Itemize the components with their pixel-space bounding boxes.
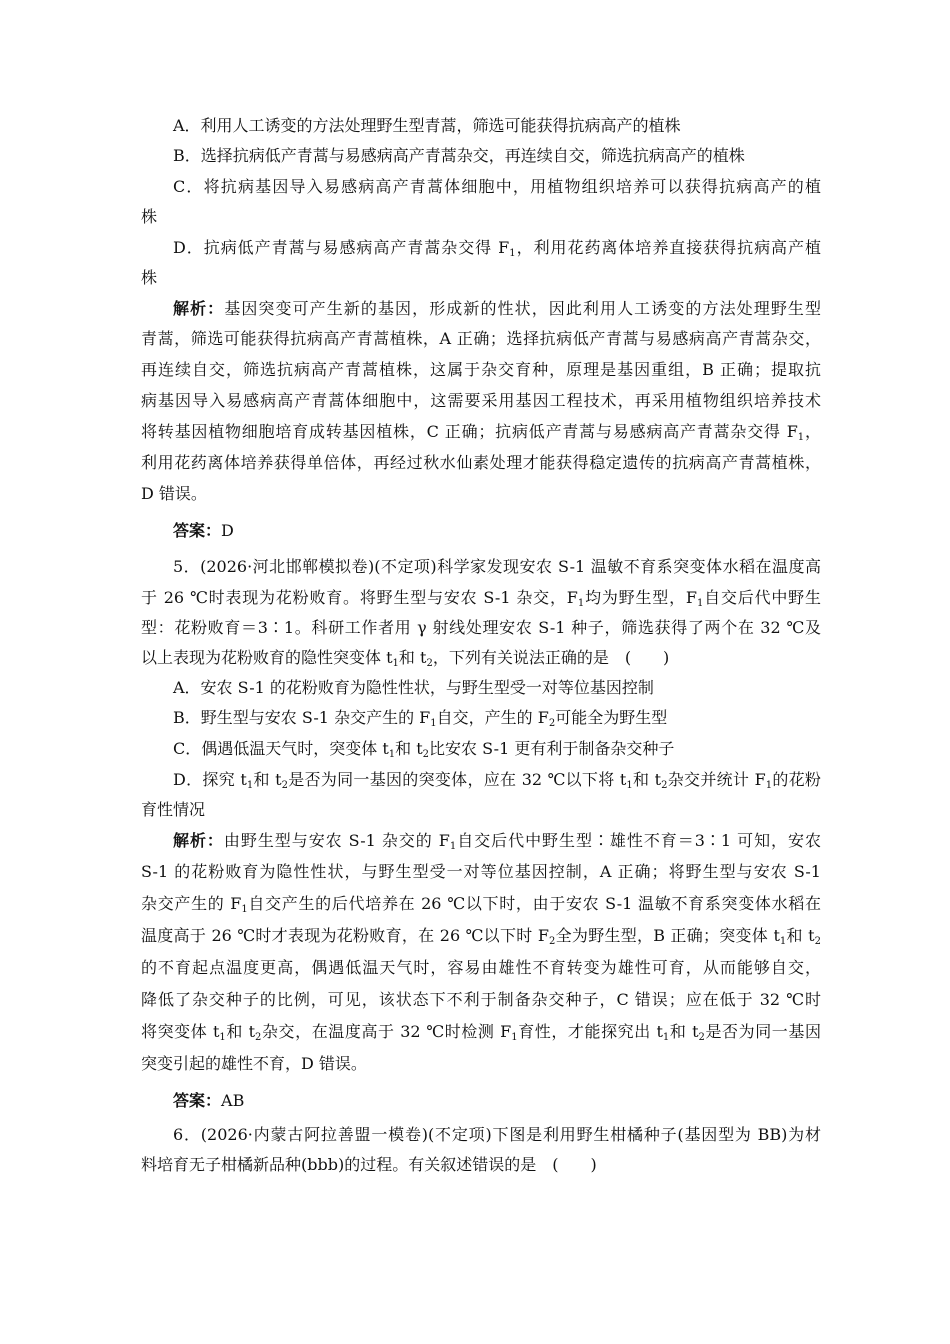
q6-stem-line-1: 6．(2026·内蒙古阿拉善盟一模卷)(不定项)下图是利用野生柑橘种子(基因型为 BB)为材 [173,1125,821,1144]
q5-stem-line-1: 5．(2026·河北邯郸模拟卷)(不定项)科学家发现安农 S-1 温敏不育系突变体水稻在温度高 [173,557,821,576]
q5-stem-line-2: 于 26 ℃时表现为花粉败育。将野生型与安农 S-1 杂交，$F_1$均为野生型，$F_1$自交后代中野生 [141,588,821,609]
q4-analysis-line-2: 青蒿，筛选可能获得抗病高产青蒿植株，A 正确；选择抗病低产青蒿与易感病高产青蒿杂交， [141,329,821,348]
q4-analysis-line-6: 利用花药离体培养获得单倍体，再经过秋水仙素处理才能获得稳定遗传的抗病高产青蒿植株， [141,453,821,472]
q5-analysis-line-2: S-1 的花粉败育为隐性性状，与野生型受一对等位基因控制，A 正确；将野生型与安农 S-1 [141,862,821,881]
q5-option-d: D．探究 $t_1$和 $t_2$是否为同一基因的突变体，应在 32 ℃以下将 $t_1$和 $t_2$杂交并统计 $F_1$的花粉 [173,770,821,791]
q5-option-d-cont: 育性情况 [141,800,206,819]
q5-stem-line-4: 以上表现为花粉败育的隐性突变体 $t_1$和 $t_2$，下列有关说法正确的是 ( ) [141,648,670,669]
q5-analysis-line-3: 杂交产生的 $F_1$自交产生的后代培养在 26 ℃以下时，由于安农 S-1 温敏不育系突变体水稻在 [141,894,821,915]
q4-answer: 答案：D [173,521,234,540]
q5-option-c: C．偶遇低温天气时，突变体 $t_1$和 $t_2$比安农 S-1 更有利于制备杂交种子 [173,739,675,760]
q4-option-b: B．选择抗病低产青蒿与易感病高产青蒿杂交，再连续自交，筛选抗病高产的植株 [173,146,745,165]
q4-analysis-line-3: 再连续自交，筛选抗病高产青蒿植株，这属于杂交育种，原理是基因重组，B 正确；提取抗 [141,360,821,379]
q5-option-a: A．安农 S-1 的花粉败育为隐性性状，与野生型受一对等位基因控制 [173,678,654,697]
q4-option-d-cont: 株 [141,268,158,287]
q5-stem-line-3: 型：花粉败育＝3∶1。科研工作者用 γ 射线处理安农 S-1 种子，筛选获得了两个在 32 ℃及 [141,618,821,637]
q5-option-b: B．野生型与安农 S-1 杂交产生的 $F_1$自交，产生的 $F_2$可能全为野生型 [173,708,668,729]
q5-analysis-line-4: 温度高于 26 ℃时才表现为花粉败育，在 26 ℃以下时 $F_2$全为野生型，B 正确；突变体 $t_1$和 $t_2$ [141,926,821,947]
q6-stem-line-2: 料培育无子柑橘新品种(bbb)的过程。有关叙述错误的是 ( ) [141,1155,597,1174]
q5-answer-label: 答案： [173,1091,222,1110]
q4-analysis-line-4: 病基因导入易感病高产青蒿体细胞中，这需要采用基因工程技术，再采用植物组织培养技术 [141,391,821,410]
q4-analysis-label: 解析： [173,299,225,318]
q5-answer: 答案：AB [173,1091,245,1110]
q4-option-a: A．利用人工诱变的方法处理野生型青蒿，筛选可能获得抗病高产的植株 [173,116,681,135]
q5-analysis-line-6: 降低了杂交种子的比例，可见，该状态下不利于制备杂交种子，C 错误；应在低于 32 ℃时 [141,990,821,1009]
q5-analysis-line-1: 解析：由野生型与安农 S-1 杂交的 $F_1$自交后代中野生型∶雄性不育＝3∶1 可知，安农 [173,831,821,852]
q4-analysis-line-5: 将转基因植物细胞培育成转基因植株，C 正确；抗病低产青蒿与易感病高产青蒿杂交得 $F_1$， [141,422,821,443]
q4-option-d: D．抗病低产青蒿与易感病高产青蒿杂交得 $F_1$，利用花药离体培养直接获得抗病高产植 [173,238,821,259]
q4-option-c: C．将抗病基因导入易感病高产青蒿体细胞中，用植物组织培养可以获得抗病高产的植 [173,177,821,196]
q4-analysis-line-1: 解析：基因突变可产生新的基因，形成新的性状，因此利用人工诱变的方法处理野生型 [173,299,821,318]
q6-source: 内蒙古阿拉善盟一模卷 [252,1125,422,1144]
q4-option-c-cont: 株 [141,207,158,226]
q5-analysis-label: 解析： [173,831,224,850]
q5-analysis-line-8: 突变引起的雄性不育，D 错误。 [141,1054,367,1073]
q5-source: 河北邯郸模拟卷 [252,557,369,576]
q4-answer-label: 答案： [173,521,222,540]
q4-analysis-line-7: D 错误。 [141,484,207,503]
q5-analysis-line-7: 将突变体 $t_1$和 $t_2$杂交，在温度高于 32 ℃时检测 $F_1$育性，才能探究出 $t_1$和 $t_2$是否为同一基因 [141,1022,821,1043]
q5-analysis-line-5: 的不育起点温度更高，偶遇低温天气时，容易由雄性不育转变为雄性可育，从而能够自交， [141,958,821,977]
